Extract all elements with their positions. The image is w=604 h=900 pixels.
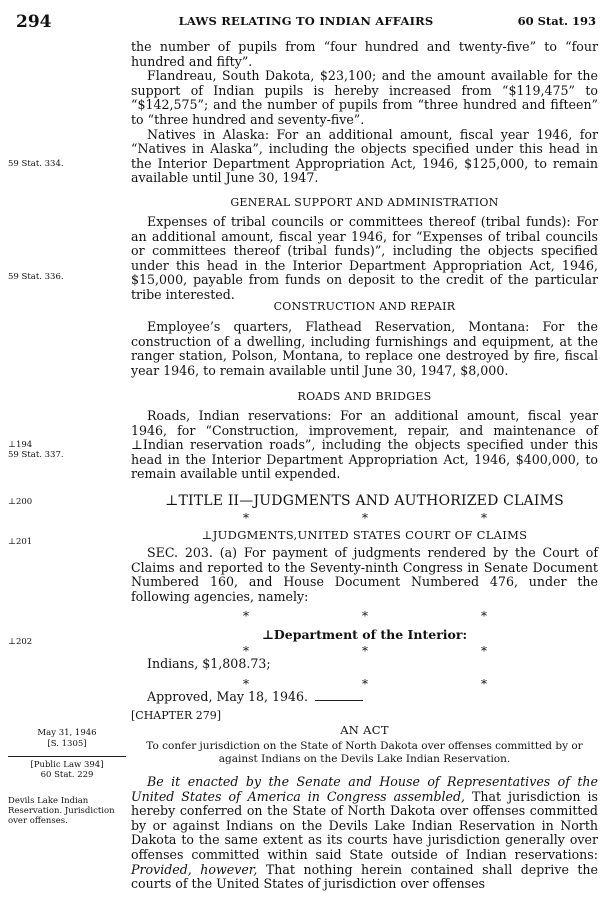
heading-roads: ROADS AND BRIDGES	[297, 390, 432, 403]
page-header	[16, 12, 596, 30]
body-block-1	[131, 40, 598, 186]
star: *	[362, 644, 368, 658]
ellipsis-stars-4	[131, 677, 598, 689]
paragraph-sec-203: SEC. 203. (a) For payment of judgments rendered by the Court of Claims and reported to the Seventy-ninth Congress in Senate Document Numbered 160, and House Document Numbered 476, under the following agencies, namely:	[131, 545, 598, 604]
body-block-3	[131, 320, 598, 378]
margin-note-stat-334: 59 Stat. 334.	[8, 159, 64, 169]
margin-divider	[8, 756, 126, 757]
paragraph-flandreau: Flandreau, South Dakota, $23,100; and the amount available for the support of Indian pupils is hereby increased from “$119,475” to “$142,575”; and the number of pupils from “three hundred and fifteen” to “three hundred and seventy-five”.	[131, 68, 598, 127]
ellipsis-stars-3	[131, 644, 598, 656]
heading-judgments: ⊥JUDGMENTS,UNITED STATES COURT OF CLAIMS	[201, 528, 528, 542]
ellipsis-stars-1	[131, 511, 598, 523]
heading-department-interior: ⊥Department of the Interior:	[261, 627, 468, 642]
paragraph-tribal-councils: Expenses of tribal councils or committees thereof (tribal funds): For an additional amount, fiscal year 1946, for “Expenses of tribal councils or committees thereof (tribal funds)”, including the objects specified under this head in the Interior Department Appropriation Act, 1946, $15,000, payable from funds on deposit to the credit of the particular tribe interested.	[131, 214, 598, 302]
star: *	[481, 511, 487, 525]
margin-note-law-stat: 60 Stat. 229	[40, 770, 94, 780]
star: *	[362, 511, 368, 525]
title-ii-heading: ⊥TITLE II—JUDGMENTS AND AUTHORIZED CLAIMS	[165, 493, 564, 509]
margin-note-page-202: ⊥202	[8, 637, 33, 647]
star: *	[481, 644, 487, 658]
heading-construction: CONSTRUCTION AND REPAIR	[273, 300, 456, 313]
heading-general-support: GENERAL SUPPORT AND ADMINISTRATION	[230, 196, 499, 209]
paragraph-pupils: the number of pupils from “four hundred and twenty-five” to “four hundred and fifty”.	[131, 39, 598, 69]
body-block-4	[131, 409, 598, 482]
body-block-6	[131, 657, 598, 672]
enacting-clause: Be it enacted by the Senate and House of Representatives of the United States of America in Congress assembled,	[131, 774, 598, 804]
star: *	[481, 677, 487, 691]
running-title: LAWS RELATING TO INDIAN AFFAIRS	[178, 14, 434, 28]
star: *	[243, 677, 249, 691]
body-block-5	[131, 546, 598, 604]
statute-citation: 60 Stat. 193	[517, 14, 596, 28]
margin-note-subject: Devils Lake Indian Reservation. Jurisdiction over offenses.	[8, 796, 115, 826]
act-description: To confer jurisdiction on the State of North Dakota over offenses committed by or against Indians on the Devils Lake Indian Reservation.	[146, 740, 583, 765]
enactment-end: That nothing herein contained shall deprive the courts of the United States of jurisdiction over offenses	[131, 861, 598, 892]
star: *	[243, 511, 249, 525]
margin-note-page-194: ⊥194	[8, 440, 33, 450]
body-block-8	[131, 775, 598, 892]
star: *	[362, 677, 368, 691]
ellipsis-stars-2	[131, 609, 598, 621]
act-heading: AN ACT	[340, 723, 389, 737]
body-block-2	[131, 215, 598, 303]
approved-line: Approved, May 18, 1946.	[147, 689, 309, 704]
margin-note-page-201: ⊥201	[8, 537, 33, 547]
short-rule	[315, 700, 363, 701]
margin-note-stat-337: 59 Stat. 337.	[8, 450, 64, 460]
margin-note-public-law: [Public Law 394]	[30, 760, 104, 770]
paragraph-indians-amount: Indians, $1,808.73;	[147, 656, 271, 671]
margin-note-bill-number: [S. 1305]	[47, 739, 87, 749]
paragraph-flathead: Employee’s quarters, Flathead Reservation, Montana: For the construction of a dwelling, including furnishings and equipment, at the ranger station, Polson, Montana, to replace one destroyed by fire, fiscal year 1946, to remain available until June 30, 1947, $8,000.	[131, 319, 598, 378]
star: *	[481, 609, 487, 623]
page-number: 294	[16, 12, 52, 32]
proviso-text: Provided, however,	[131, 861, 258, 877]
star: *	[243, 644, 249, 658]
margin-note-law-date: May 31, 1946	[37, 728, 97, 738]
paragraph-roads: Roads, Indian reservations: For an additional amount, fiscal year 1946, for “Construction, improvement, repair, and maintenance of ⊥Indian reservation roads”, including the objects specified under this head in the Interior Department Appropriation Act, 1946, $400,000, to remain available until expended.	[131, 408, 598, 482]
body-block-7	[131, 690, 598, 705]
paragraph-enactment	[131, 775, 598, 892]
margin-note-page-200: ⊥200	[8, 497, 33, 507]
star: *	[243, 609, 249, 623]
enactment-text: That jurisdiction is hereby conferred on the State of North Dakota over offenses committed by or against Indians on the Devils Lake Indian Reservation in North Dakota to the same extent as its courts have jurisdiction generally over offenses committed within said State outside of Indian reservations:	[131, 788, 599, 862]
star: *	[362, 609, 368, 623]
paragraph-natives-alaska: Natives in Alaska: For an additional amount, fiscal year 1946, for “Natives in Alaska”, including the objects specified under this head in the Interior Department Appropriation Act, 1946, $125,000, to remain available until June 30, 1947.	[131, 126, 598, 186]
chapter-label: [CHAPTER 279]	[131, 709, 222, 722]
margin-note-stat-336: 59 Stat. 336.	[8, 272, 64, 282]
